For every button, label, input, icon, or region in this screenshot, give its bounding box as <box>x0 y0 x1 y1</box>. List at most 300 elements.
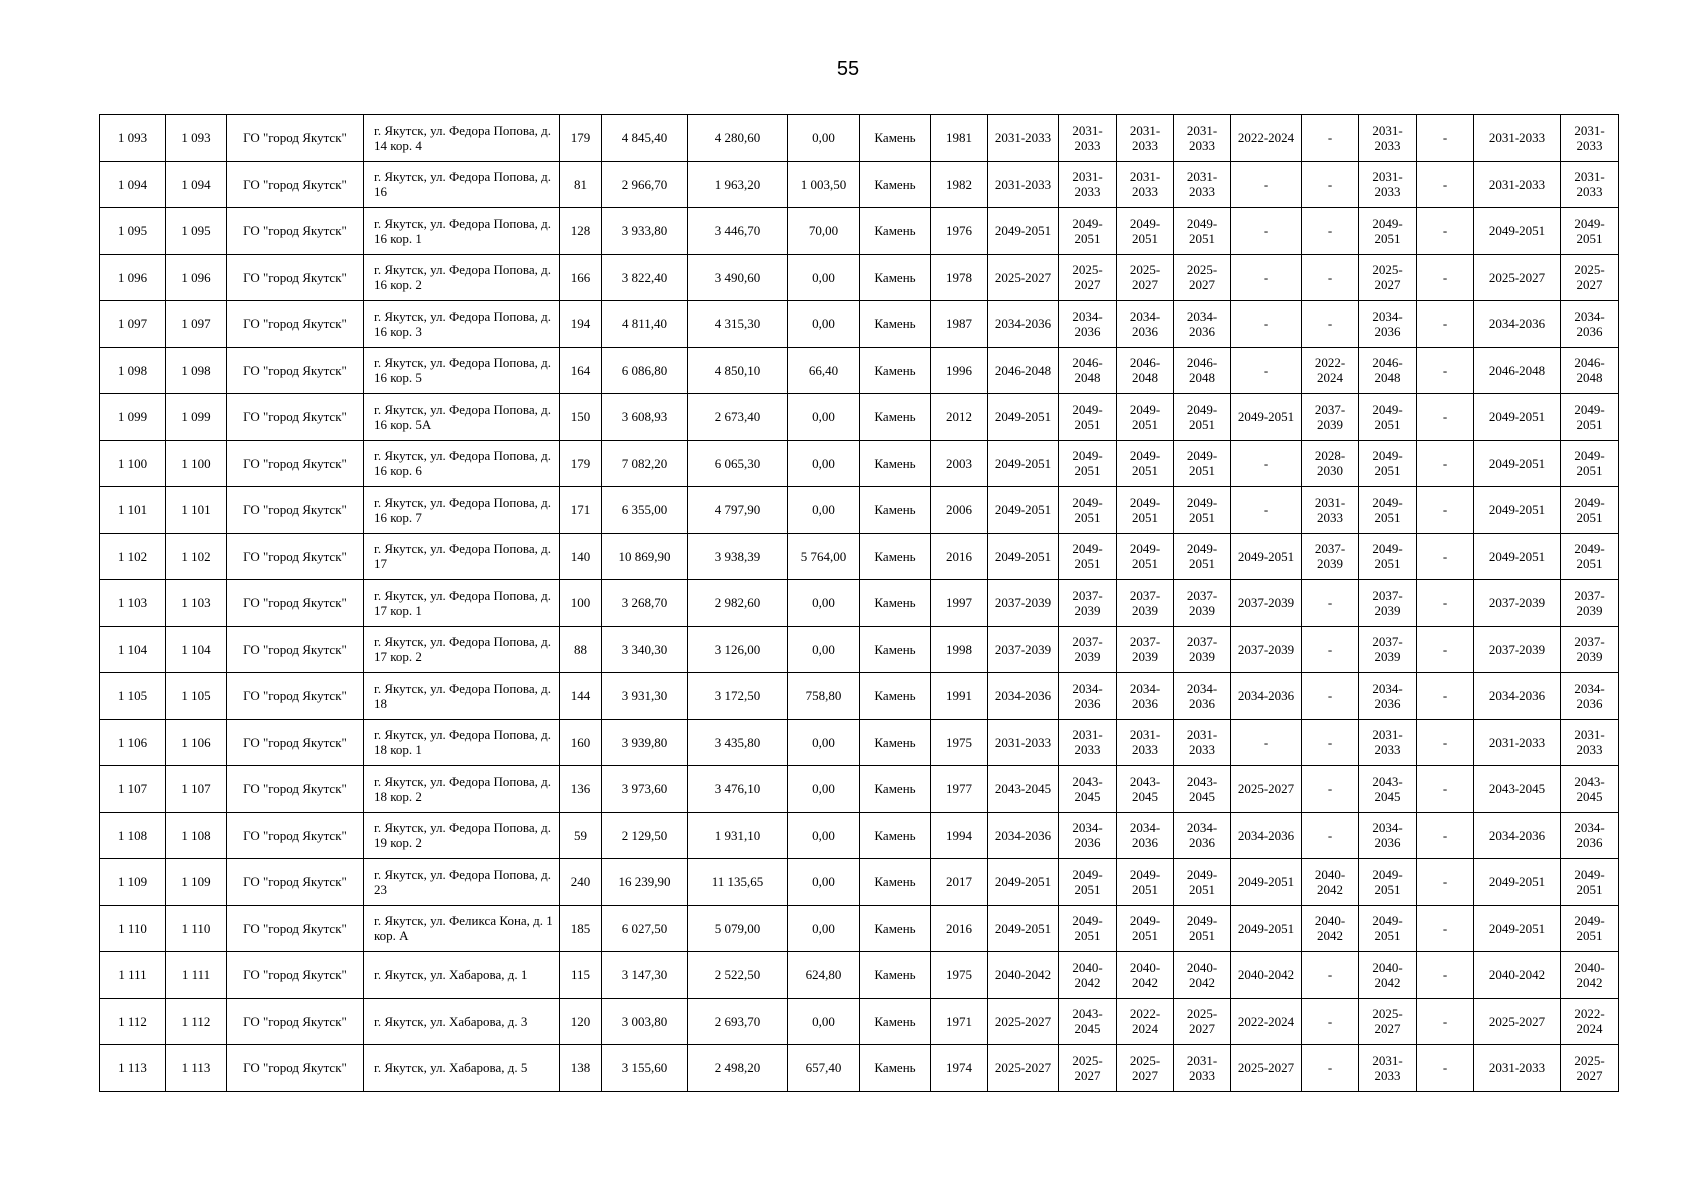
cell-wall-material: Камень <box>860 301 931 348</box>
cell-period-4: 2049-2051 <box>1174 487 1231 534</box>
cell-residential-area: 3 446,70 <box>688 208 788 255</box>
cell-period-6: 2040-2042 <box>1302 905 1359 952</box>
cell-period-10: 2031-2033 <box>1561 161 1619 208</box>
cell-period-6: 2037-2039 <box>1302 394 1359 441</box>
cell-period-4: 2043-2045 <box>1174 766 1231 813</box>
cell-register-number: 1 111 <box>166 952 227 999</box>
cell-period-10: 2049-2051 <box>1561 859 1619 906</box>
cell-municipality: ГО "город Якутск" <box>227 487 364 534</box>
cell-period-1: 2049-2051 <box>988 208 1059 255</box>
cell-period-7: 2034-2036 <box>1359 673 1417 720</box>
cell-period-3: 2031-2033 <box>1117 719 1174 766</box>
cell-period-6: - <box>1302 998 1359 1045</box>
cell-residential-area: 3 172,50 <box>688 673 788 720</box>
cell-register-number: 1 105 <box>166 673 227 720</box>
cell-register-number: 1 096 <box>166 254 227 301</box>
cell-period-3: 2037-2039 <box>1117 580 1174 627</box>
cell-municipality: ГО "город Якутск" <box>227 208 364 255</box>
cell-period-4: 2049-2051 <box>1174 208 1231 255</box>
table-row <box>100 673 1619 720</box>
cell-period-10: 2031-2033 <box>1561 719 1619 766</box>
cell-residential-area: 5 079,00 <box>688 905 788 952</box>
cell-address: г. Якутск, ул. Федора Попова, д. 19 кор. 2 <box>364 812 560 859</box>
cell-municipality: ГО "город Якутск" <box>227 673 364 720</box>
cell-period-9: 2049-2051 <box>1474 208 1561 255</box>
cell-period-5: - <box>1231 301 1302 348</box>
cell-period-3: 2049-2051 <box>1117 905 1174 952</box>
cell-register-number: 1 101 <box>166 487 227 534</box>
cell-period-3: 2046-2048 <box>1117 347 1174 394</box>
cell-address: г. Якутск, ул. Хабарова, д. 3 <box>364 998 560 1045</box>
cell-period-7: 2049-2051 <box>1359 487 1417 534</box>
cell-period-3: 2034-2036 <box>1117 673 1174 720</box>
cell-period-4: 2049-2051 <box>1174 394 1231 441</box>
cell-period-8: - <box>1417 952 1474 999</box>
cell-period-2: 2031-2033 <box>1059 719 1117 766</box>
cell-register-number: 1 093 <box>166 115 227 162</box>
cell-period-1: 2049-2051 <box>988 394 1059 441</box>
cell-residential-area: 4 797,90 <box>688 487 788 534</box>
cell-residential-area: 3 938,39 <box>688 533 788 580</box>
cell-period-9: 2034-2036 <box>1474 301 1561 348</box>
cell-residents-count: 59 <box>560 812 602 859</box>
cell-address: г. Якутск, ул. Федора Попова, д. 16 кор. 5 <box>364 347 560 394</box>
cell-residents-count: 164 <box>560 347 602 394</box>
cell-total-area: 3 268,70 <box>602 580 688 627</box>
cell-period-5: - <box>1231 440 1302 487</box>
table-row <box>100 626 1619 673</box>
cell-residential-area: 3 435,80 <box>688 719 788 766</box>
cell-register-number: 1 100 <box>166 440 227 487</box>
cell-period-6: 2040-2042 <box>1302 859 1359 906</box>
cell-wall-material: Камень <box>860 626 931 673</box>
cell-period-5: 2049-2051 <box>1231 859 1302 906</box>
cell-residential-area: 2 522,50 <box>688 952 788 999</box>
cell-period-9: 2049-2051 <box>1474 905 1561 952</box>
cell-build-year: 1982 <box>931 161 988 208</box>
cell-non-residential-area: 758,80 <box>788 673 860 720</box>
cell-period-10: 2037-2039 <box>1561 626 1619 673</box>
cell-address: г. Якутск, ул. Федора Попова, д. 17 кор. 1 <box>364 580 560 627</box>
cell-period-2: 2049-2051 <box>1059 859 1117 906</box>
cell-period-2: 2037-2039 <box>1059 626 1117 673</box>
cell-municipality: ГО "город Якутск" <box>227 905 364 952</box>
cell-period-10: 2034-2036 <box>1561 301 1619 348</box>
cell-period-10: 2031-2033 <box>1561 115 1619 162</box>
cell-period-2: 2043-2045 <box>1059 998 1117 1045</box>
cell-build-year: 1971 <box>931 998 988 1045</box>
cell-non-residential-area: 657,40 <box>788 1045 860 1092</box>
cell-period-8: - <box>1417 580 1474 627</box>
cell-total-area: 10 869,90 <box>602 533 688 580</box>
cell-residential-area: 2 673,40 <box>688 394 788 441</box>
table-row <box>100 208 1619 255</box>
cell-total-area: 3 147,30 <box>602 952 688 999</box>
cell-total-area: 6 355,00 <box>602 487 688 534</box>
cell-period-6: - <box>1302 626 1359 673</box>
cell-period-4: 2034-2036 <box>1174 812 1231 859</box>
cell-municipality: ГО "город Якутск" <box>227 394 364 441</box>
cell-address: г. Якутск, ул. Федора Попова, д. 17 кор. 2 <box>364 626 560 673</box>
cell-municipality: ГО "город Якутск" <box>227 859 364 906</box>
cell-row-number: 1 096 <box>100 254 166 301</box>
cell-period-9: 2031-2033 <box>1474 719 1561 766</box>
cell-period-7: 2034-2036 <box>1359 301 1417 348</box>
table-row <box>100 580 1619 627</box>
cell-period-1: 2034-2036 <box>988 812 1059 859</box>
cell-non-residential-area: 0,00 <box>788 254 860 301</box>
cell-municipality: ГО "город Якутск" <box>227 301 364 348</box>
cell-period-1: 2037-2039 <box>988 626 1059 673</box>
cell-build-year: 1996 <box>931 347 988 394</box>
cell-period-10: 2049-2051 <box>1561 394 1619 441</box>
cell-period-1: 2025-2027 <box>988 998 1059 1045</box>
table-body <box>100 115 1619 1092</box>
cell-municipality: ГО "город Якутск" <box>227 1045 364 1092</box>
cell-period-3: 2049-2051 <box>1117 440 1174 487</box>
cell-register-number: 1 103 <box>166 580 227 627</box>
cell-period-8: - <box>1417 533 1474 580</box>
cell-period-1: 2049-2051 <box>988 487 1059 534</box>
cell-period-9: 2049-2051 <box>1474 440 1561 487</box>
cell-non-residential-area: 0,00 <box>788 812 860 859</box>
cell-period-4: 2034-2036 <box>1174 301 1231 348</box>
cell-municipality: ГО "город Якутск" <box>227 580 364 627</box>
cell-period-8: - <box>1417 998 1474 1045</box>
cell-period-5: - <box>1231 719 1302 766</box>
cell-total-area: 3 939,80 <box>602 719 688 766</box>
cell-period-6: - <box>1302 766 1359 813</box>
cell-period-7: 2049-2051 <box>1359 905 1417 952</box>
cell-period-5: 2022-2024 <box>1231 115 1302 162</box>
cell-total-area: 7 082,20 <box>602 440 688 487</box>
cell-period-9: 2049-2051 <box>1474 394 1561 441</box>
cell-total-area: 3 003,80 <box>602 998 688 1045</box>
cell-period-8: - <box>1417 719 1474 766</box>
cell-period-9: 2034-2036 <box>1474 673 1561 720</box>
cell-residents-count: 115 <box>560 952 602 999</box>
table-row <box>100 161 1619 208</box>
cell-municipality: ГО "город Якутск" <box>227 812 364 859</box>
cell-row-number: 1 108 <box>100 812 166 859</box>
table-row <box>100 998 1619 1045</box>
cell-period-2: 2037-2039 <box>1059 580 1117 627</box>
cell-residents-count: 185 <box>560 905 602 952</box>
cell-residents-count: 179 <box>560 440 602 487</box>
cell-total-area: 3 931,30 <box>602 673 688 720</box>
cell-non-residential-area: 0,00 <box>788 859 860 906</box>
cell-period-1: 2043-2045 <box>988 766 1059 813</box>
cell-period-6: - <box>1302 812 1359 859</box>
cell-period-1: 2025-2027 <box>988 254 1059 301</box>
cell-address: г. Якутск, ул. Федора Попова, д. 16 кор. 7 <box>364 487 560 534</box>
cell-period-2: 2031-2033 <box>1059 115 1117 162</box>
cell-period-9: 2043-2045 <box>1474 766 1561 813</box>
table-row <box>100 254 1619 301</box>
cell-period-5: - <box>1231 208 1302 255</box>
cell-wall-material: Камень <box>860 347 931 394</box>
cell-period-10: 2049-2051 <box>1561 487 1619 534</box>
cell-non-residential-area: 0,00 <box>788 719 860 766</box>
cell-residential-area: 4 280,60 <box>688 115 788 162</box>
table-row <box>100 347 1619 394</box>
cell-period-2: 2040-2042 <box>1059 952 1117 999</box>
table-row <box>100 812 1619 859</box>
cell-build-year: 2006 <box>931 487 988 534</box>
cell-row-number: 1 093 <box>100 115 166 162</box>
cell-register-number: 1 109 <box>166 859 227 906</box>
cell-period-5: 2049-2051 <box>1231 533 1302 580</box>
cell-residential-area: 2 982,60 <box>688 580 788 627</box>
cell-row-number: 1 111 <box>100 952 166 999</box>
cell-period-6: - <box>1302 208 1359 255</box>
cell-period-6: - <box>1302 952 1359 999</box>
cell-register-number: 1 098 <box>166 347 227 394</box>
cell-period-3: 2025-2027 <box>1117 1045 1174 1092</box>
cell-period-10: 2049-2051 <box>1561 905 1619 952</box>
cell-period-9: 2025-2027 <box>1474 998 1561 1045</box>
cell-non-residential-area: 0,00 <box>788 487 860 534</box>
table-row <box>100 440 1619 487</box>
cell-row-number: 1 101 <box>100 487 166 534</box>
cell-total-area: 3 608,93 <box>602 394 688 441</box>
cell-period-10: 2043-2045 <box>1561 766 1619 813</box>
cell-period-8: - <box>1417 487 1474 534</box>
cell-period-5: - <box>1231 347 1302 394</box>
cell-build-year: 2003 <box>931 440 988 487</box>
cell-row-number: 1 099 <box>100 394 166 441</box>
cell-period-7: 2025-2027 <box>1359 998 1417 1045</box>
cell-wall-material: Камень <box>860 208 931 255</box>
cell-period-7: 2049-2051 <box>1359 440 1417 487</box>
cell-period-4: 2025-2027 <box>1174 254 1231 301</box>
table-row <box>100 301 1619 348</box>
cell-build-year: 1976 <box>931 208 988 255</box>
cell-total-area: 3 822,40 <box>602 254 688 301</box>
cell-period-8: - <box>1417 1045 1474 1092</box>
cell-period-9: 2046-2048 <box>1474 347 1561 394</box>
cell-residents-count: 160 <box>560 719 602 766</box>
cell-period-4: 2031-2033 <box>1174 161 1231 208</box>
cell-period-6: - <box>1302 254 1359 301</box>
cell-residential-area: 3 126,00 <box>688 626 788 673</box>
cell-non-residential-area: 0,00 <box>788 905 860 952</box>
cell-period-10: 2037-2039 <box>1561 580 1619 627</box>
cell-period-7: 2034-2036 <box>1359 812 1417 859</box>
cell-residential-area: 4 850,10 <box>688 347 788 394</box>
cell-address: г. Якутск, ул. Федора Попова, д. 14 кор. 4 <box>364 115 560 162</box>
cell-build-year: 1994 <box>931 812 988 859</box>
cell-period-5: - <box>1231 487 1302 534</box>
table-row <box>100 766 1619 813</box>
cell-wall-material: Камень <box>860 161 931 208</box>
table-row <box>100 719 1619 766</box>
cell-municipality: ГО "город Якутск" <box>227 766 364 813</box>
cell-build-year: 1978 <box>931 254 988 301</box>
cell-period-1: 2049-2051 <box>988 533 1059 580</box>
cell-residential-area: 3 490,60 <box>688 254 788 301</box>
cell-residents-count: 140 <box>560 533 602 580</box>
table-row <box>100 1045 1619 1092</box>
table-row <box>100 859 1619 906</box>
cell-period-9: 2040-2042 <box>1474 952 1561 999</box>
cell-municipality: ГО "город Якутск" <box>227 254 364 301</box>
cell-total-area: 2 966,70 <box>602 161 688 208</box>
cell-period-7: 2037-2039 <box>1359 580 1417 627</box>
cell-address: г. Якутск, ул. Хабарова, д. 5 <box>364 1045 560 1092</box>
cell-period-2: 2034-2036 <box>1059 301 1117 348</box>
cell-period-2: 2049-2051 <box>1059 905 1117 952</box>
table-row <box>100 115 1619 162</box>
cell-period-5: 2037-2039 <box>1231 626 1302 673</box>
cell-period-8: - <box>1417 347 1474 394</box>
cell-period-6: - <box>1302 1045 1359 1092</box>
cell-period-7: 2025-2027 <box>1359 254 1417 301</box>
cell-municipality: ГО "город Якутск" <box>227 626 364 673</box>
cell-period-5: - <box>1231 254 1302 301</box>
cell-period-10: 2025-2027 <box>1561 1045 1619 1092</box>
cell-wall-material: Камень <box>860 766 931 813</box>
cell-period-4: 2031-2033 <box>1174 719 1231 766</box>
cell-period-1: 2031-2033 <box>988 115 1059 162</box>
cell-non-residential-area: 0,00 <box>788 580 860 627</box>
cell-register-number: 1 106 <box>166 719 227 766</box>
cell-address: г. Якутск, ул. Феликса Кона, д. 1 кор. А <box>364 905 560 952</box>
cell-address: г. Якутск, ул. Федора Попова, д. 16 кор. 5А <box>364 394 560 441</box>
cell-residents-count: 166 <box>560 254 602 301</box>
cell-period-2: 2046-2048 <box>1059 347 1117 394</box>
cell-wall-material: Камень <box>860 254 931 301</box>
cell-period-7: 2046-2048 <box>1359 347 1417 394</box>
cell-build-year: 1998 <box>931 626 988 673</box>
cell-residents-count: 144 <box>560 673 602 720</box>
cell-municipality: ГО "город Якутск" <box>227 952 364 999</box>
cell-municipality: ГО "город Якутск" <box>227 440 364 487</box>
cell-period-8: - <box>1417 673 1474 720</box>
cell-total-area: 2 129,50 <box>602 812 688 859</box>
cell-residential-area: 6 065,30 <box>688 440 788 487</box>
cell-period-5: 2049-2051 <box>1231 394 1302 441</box>
cell-row-number: 1 097 <box>100 301 166 348</box>
cell-residents-count: 171 <box>560 487 602 534</box>
cell-period-3: 2043-2045 <box>1117 766 1174 813</box>
cell-total-area: 4 811,40 <box>602 301 688 348</box>
cell-wall-material: Камень <box>860 580 931 627</box>
cell-period-8: - <box>1417 115 1474 162</box>
cell-non-residential-area: 0,00 <box>788 626 860 673</box>
cell-period-8: - <box>1417 626 1474 673</box>
cell-row-number: 1 104 <box>100 626 166 673</box>
cell-period-8: - <box>1417 208 1474 255</box>
cell-wall-material: Камень <box>860 487 931 534</box>
cell-period-7: 2043-2045 <box>1359 766 1417 813</box>
cell-municipality: ГО "город Якутск" <box>227 533 364 580</box>
cell-non-residential-area: 0,00 <box>788 301 860 348</box>
cell-wall-material: Камень <box>860 998 931 1045</box>
cell-period-1: 2046-2048 <box>988 347 1059 394</box>
cell-period-7: 2049-2051 <box>1359 394 1417 441</box>
table-row <box>100 394 1619 441</box>
cell-period-3: 2049-2051 <box>1117 859 1174 906</box>
cell-period-4: 2034-2036 <box>1174 673 1231 720</box>
cell-municipality: ГО "город Якутск" <box>227 719 364 766</box>
cell-residential-area: 1 963,20 <box>688 161 788 208</box>
cell-wall-material: Камень <box>860 440 931 487</box>
cell-period-1: 2034-2036 <box>988 673 1059 720</box>
cell-period-5: 2034-2036 <box>1231 673 1302 720</box>
cell-period-5: 2025-2027 <box>1231 766 1302 813</box>
cell-build-year: 1981 <box>931 115 988 162</box>
cell-register-number: 1 108 <box>166 812 227 859</box>
cell-row-number: 1 095 <box>100 208 166 255</box>
cell-residential-area: 4 315,30 <box>688 301 788 348</box>
cell-row-number: 1 094 <box>100 161 166 208</box>
cell-period-2: 2049-2051 <box>1059 487 1117 534</box>
cell-wall-material: Камень <box>860 952 931 999</box>
cell-row-number: 1 112 <box>100 998 166 1045</box>
cell-period-2: 2034-2036 <box>1059 673 1117 720</box>
cell-address: г. Якутск, ул. Федора Попова, д. 17 <box>364 533 560 580</box>
cell-register-number: 1 094 <box>166 161 227 208</box>
cell-address: г. Якутск, ул. Федора Попова, д. 18 кор. 2 <box>364 766 560 813</box>
cell-non-residential-area: 1 003,50 <box>788 161 860 208</box>
cell-build-year: 2016 <box>931 905 988 952</box>
cell-non-residential-area: 0,00 <box>788 998 860 1045</box>
cell-non-residential-area: 70,00 <box>788 208 860 255</box>
cell-row-number: 1 109 <box>100 859 166 906</box>
cell-period-1: 2049-2051 <box>988 859 1059 906</box>
cell-non-residential-area: 0,00 <box>788 440 860 487</box>
cell-residents-count: 138 <box>560 1045 602 1092</box>
cell-period-9: 2025-2027 <box>1474 254 1561 301</box>
cell-period-7: 2031-2033 <box>1359 1045 1417 1092</box>
cell-row-number: 1 106 <box>100 719 166 766</box>
cell-register-number: 1 110 <box>166 905 227 952</box>
cell-period-8: - <box>1417 905 1474 952</box>
cell-total-area: 3 933,80 <box>602 208 688 255</box>
cell-build-year: 1987 <box>931 301 988 348</box>
cell-municipality: ГО "город Якутск" <box>227 998 364 1045</box>
cell-wall-material: Камень <box>860 859 931 906</box>
cell-non-residential-area: 0,00 <box>788 766 860 813</box>
cell-period-2: 2025-2027 <box>1059 1045 1117 1092</box>
cell-period-5: 2037-2039 <box>1231 580 1302 627</box>
cell-address: г. Якутск, ул. Федора Попова, д. 16 кор. 2 <box>364 254 560 301</box>
cell-wall-material: Камень <box>860 533 931 580</box>
cell-build-year: 2016 <box>931 533 988 580</box>
cell-total-area: 3 973,60 <box>602 766 688 813</box>
cell-period-4: 2037-2039 <box>1174 580 1231 627</box>
cell-build-year: 1977 <box>931 766 988 813</box>
cell-period-3: 2034-2036 <box>1117 812 1174 859</box>
cell-residents-count: 100 <box>560 580 602 627</box>
cell-row-number: 1 102 <box>100 533 166 580</box>
cell-period-4: 2046-2048 <box>1174 347 1231 394</box>
cell-period-10: 2025-2027 <box>1561 254 1619 301</box>
cell-residential-area: 2 498,20 <box>688 1045 788 1092</box>
cell-period-8: - <box>1417 440 1474 487</box>
cell-period-1: 2034-2036 <box>988 301 1059 348</box>
cell-total-area: 6 086,80 <box>602 347 688 394</box>
cell-row-number: 1 103 <box>100 580 166 627</box>
cell-period-3: 2022-2024 <box>1117 998 1174 1045</box>
cell-row-number: 1 107 <box>100 766 166 813</box>
housing-table <box>99 114 1619 1092</box>
cell-period-6: 2022-2024 <box>1302 347 1359 394</box>
cell-build-year: 1991 <box>931 673 988 720</box>
cell-non-residential-area: 0,00 <box>788 394 860 441</box>
cell-period-9: 2037-2039 <box>1474 626 1561 673</box>
